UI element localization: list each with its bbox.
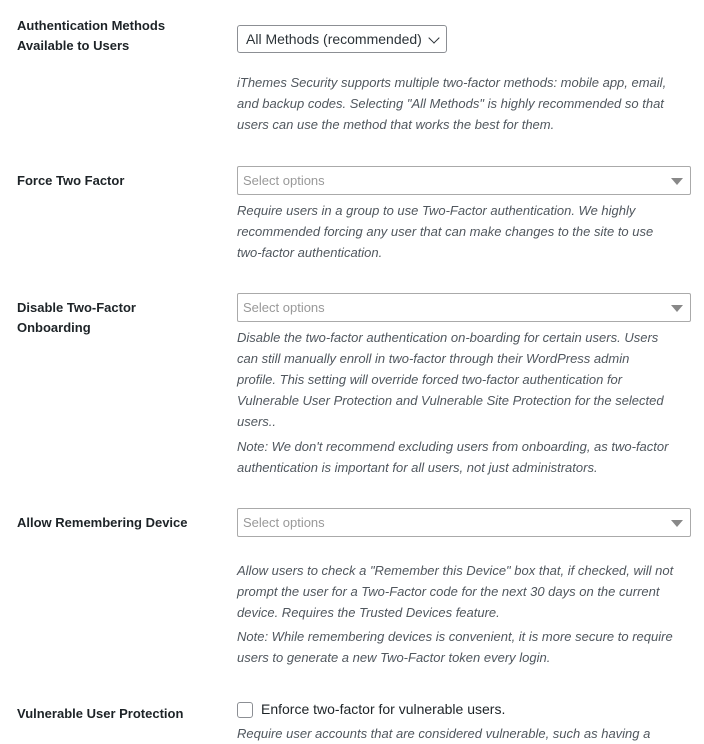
desc-line: users.. bbox=[237, 414, 277, 429]
remember-device-select[interactable] bbox=[237, 508, 691, 537]
vulnerable-user-checkbox-label[interactable]: Enforce two-factor for vulnerable users. bbox=[261, 701, 506, 717]
desc-line: prompt the user for a Two-Factor code for the next 30 days on the current bbox=[237, 584, 660, 599]
disable-onboarding-label-line2: Onboarding bbox=[17, 320, 91, 335]
desc-line: Disable the two-factor authentication on-boarding for certain users. Users bbox=[237, 330, 659, 345]
desc-line: Require user accounts that are considered vulnerable, such as having a bbox=[237, 726, 651, 741]
auth-methods-label bbox=[17, 16, 217, 56]
note-line: Note: While remembering devices is convenient, it is more secure to require bbox=[237, 629, 673, 644]
auth-methods-select[interactable] bbox=[237, 25, 447, 53]
desc-line: iThemes Security supports multiple two-factor methods: mobile app, email, bbox=[237, 75, 667, 90]
desc-line: can still manually enroll in two-factor through their WordPress admin bbox=[237, 351, 630, 366]
desc-line: two-factor authentication. bbox=[237, 245, 383, 260]
remember-device-note bbox=[237, 626, 697, 668]
chevron-down-icon bbox=[428, 32, 439, 43]
vulnerable-user-label: Vulnerable User Protection bbox=[17, 706, 184, 721]
disable-onboarding-note bbox=[237, 436, 697, 478]
desc-line: recommended forcing any user that can make changes to the site to use bbox=[237, 224, 654, 239]
caret-down-icon bbox=[671, 178, 683, 185]
caret-down-icon bbox=[671, 520, 683, 527]
note-line: Note: We don't recommend excluding users from onboarding, as two-factor bbox=[237, 439, 669, 454]
force-two-factor-placeholder: Select options bbox=[243, 173, 325, 188]
note-line: authentication is important for all users, not just administrators. bbox=[237, 460, 598, 475]
desc-line: Vulnerable User Protection and Vulnerable Site Protection for the selected bbox=[237, 393, 664, 408]
disable-onboarding-description bbox=[237, 327, 697, 432]
desc-line: and backup codes. Selecting "All Methods" is highly recommended so that bbox=[237, 96, 664, 111]
force-two-factor-description bbox=[237, 200, 697, 263]
remember-device-label: Allow Remembering Device bbox=[17, 515, 188, 530]
vulnerable-user-description bbox=[237, 723, 697, 744]
desc-line: Require users in a group to use Two-Factor authentication. We highly bbox=[237, 203, 636, 218]
note-line: users to generate a new Two-Factor token every login. bbox=[237, 650, 551, 665]
desc-line: Allow users to check a "Remember this Device" box that, if checked, will not bbox=[237, 563, 674, 578]
auth-methods-label-line1: Authentication Methods bbox=[17, 18, 166, 33]
disable-onboarding-label-line1: Disable Two-Factor bbox=[17, 300, 136, 315]
disable-onboarding-label bbox=[17, 298, 217, 338]
disable-onboarding-select[interactable] bbox=[237, 293, 691, 322]
desc-line: users can use the method that works the best for them. bbox=[237, 117, 555, 132]
force-two-factor-label: Force Two Factor bbox=[17, 173, 125, 188]
caret-down-icon bbox=[671, 305, 683, 312]
auth-methods-selected-value: All Methods (recommended) bbox=[246, 31, 422, 47]
desc-line: device. Requires the Trusted Devices feature. bbox=[237, 605, 500, 620]
auth-methods-label-line2: Available to Users bbox=[17, 38, 130, 53]
vulnerable-user-checkbox[interactable] bbox=[237, 702, 253, 718]
auth-methods-description bbox=[237, 72, 697, 135]
remember-device-description bbox=[237, 560, 697, 623]
remember-device-placeholder: Select options bbox=[243, 515, 325, 530]
desc-line: profile. This setting will override forced two-factor authentication for bbox=[237, 372, 623, 387]
force-two-factor-select[interactable] bbox=[237, 166, 691, 195]
disable-onboarding-placeholder: Select options bbox=[243, 300, 325, 315]
